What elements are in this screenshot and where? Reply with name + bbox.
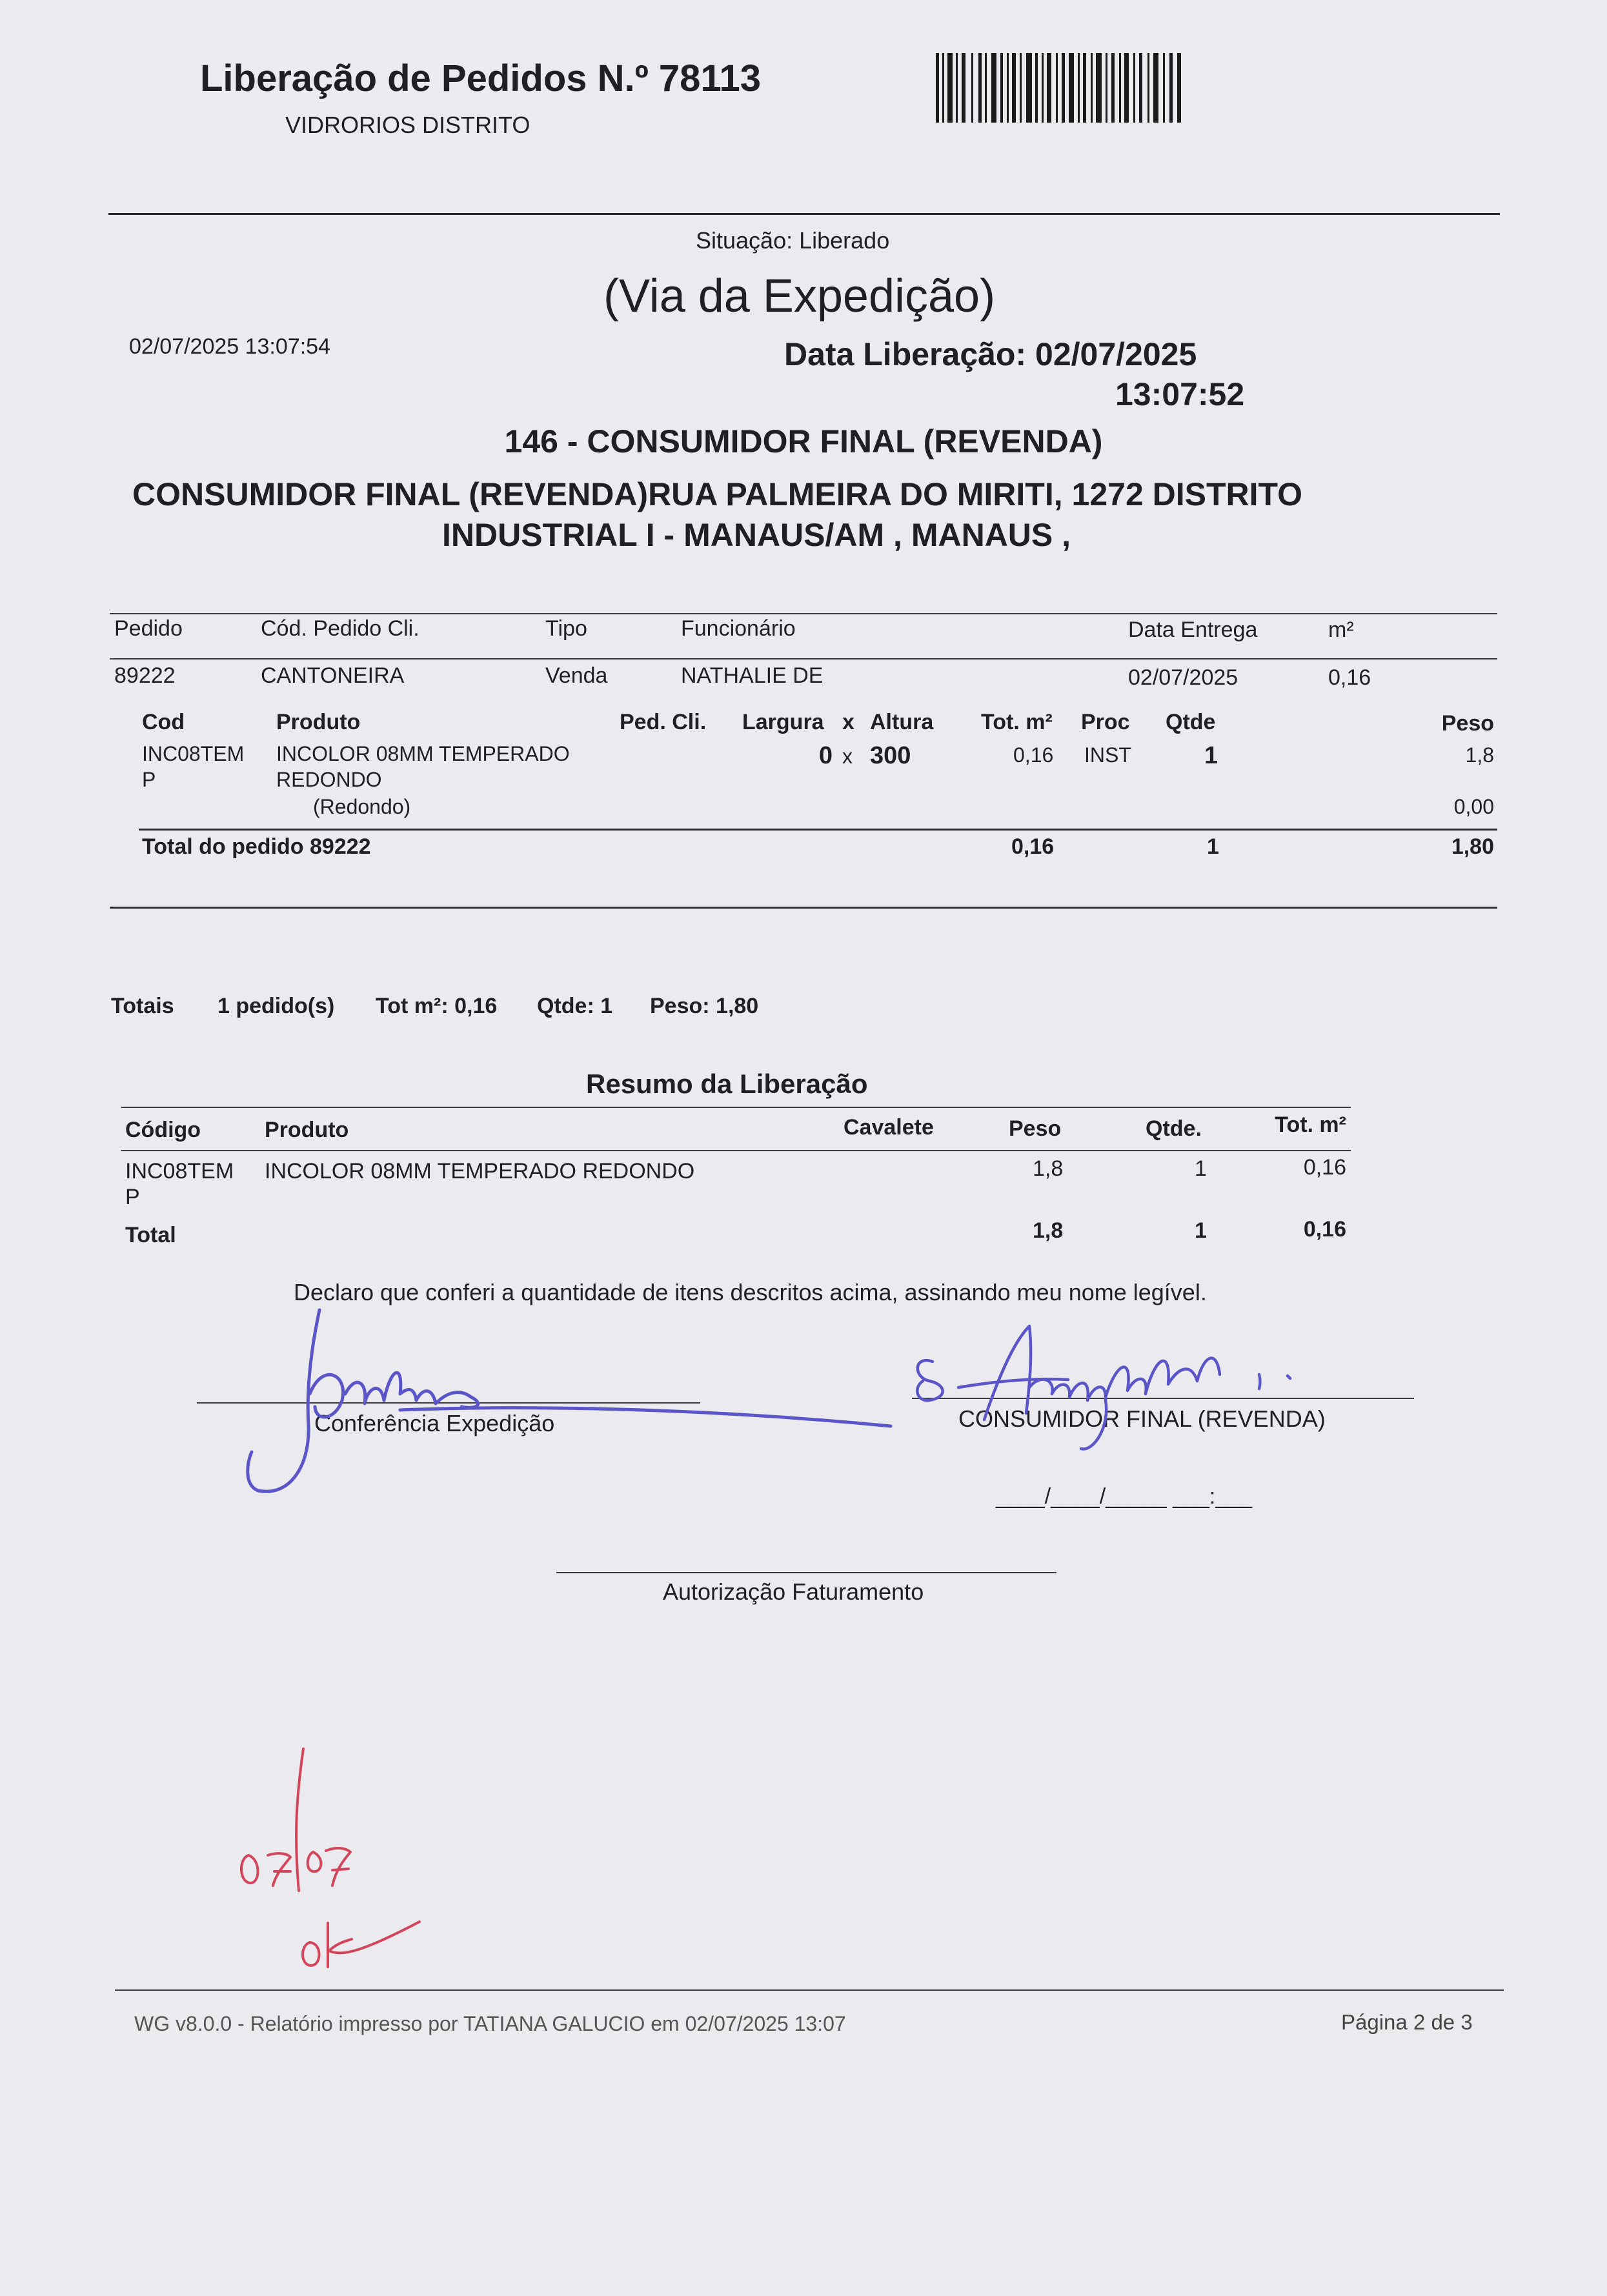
summary-col-qtde-header: Qtde. xyxy=(1146,1116,1202,1141)
item-col-x-header: x xyxy=(842,710,854,734)
order-cod-pedido-cli: CANTONEIRA xyxy=(261,663,405,688)
consumidor-handwritten-signature xyxy=(900,1316,1352,1465)
declaration-text: Declaro que conferi a quantidade de itens descritos acima, assinando meu nome legível. xyxy=(294,1279,1207,1305)
col-tipo-header: Tipo xyxy=(545,616,587,641)
order-funcionario: NATHALIE DE xyxy=(681,663,824,688)
order-total-m2: 0,16 xyxy=(1011,834,1055,859)
order-table-top-rule xyxy=(110,613,1497,614)
summary-total-peso: 1,8 xyxy=(1033,1218,1064,1243)
handwritten-ok-note xyxy=(297,1904,426,1975)
col-pedido-header: Pedido xyxy=(114,616,183,641)
summary-total-tot-m2: 0,16 xyxy=(1303,1217,1346,1242)
totals-qtde: Qtde: 1 xyxy=(537,994,613,1018)
date-time-blank: ____/____/_____ ___:___ xyxy=(996,1484,1253,1509)
company-name: VIDRORIOS DISTRITO xyxy=(285,112,531,138)
summary-title: Resumo da Liberação xyxy=(586,1069,868,1099)
order-total-peso: 1,80 xyxy=(1451,834,1494,859)
order-total-label: Total do pedido 89222 xyxy=(142,834,371,859)
client-address-line2: INDUSTRIAL I - MANAUS/AM , MANAUS , xyxy=(442,517,1071,553)
item-col-peso-header: Peso xyxy=(1441,711,1494,736)
totals-pedidos: 1 pedido(s) xyxy=(217,994,335,1018)
item-qtde: 1 xyxy=(1204,742,1218,769)
client-name: 146 - CONSUMIDOR FINAL (REVENDA) xyxy=(504,423,1103,459)
col-cod-pedido-cli-header: Cód. Pedido Cli. xyxy=(261,616,419,641)
order-m2: 0,16 xyxy=(1328,665,1371,690)
client-address-line1: CONSUMIDOR FINAL (REVENDA)RUA PALMEIRA DO MIRITI, 1272 DISTRITO xyxy=(132,476,1303,512)
totals-label: Totais xyxy=(111,994,174,1018)
summary-produto: INCOLOR 08MM TEMPERADO REDONDO xyxy=(265,1159,695,1183)
summary-col-codigo-header: Código xyxy=(125,1118,201,1142)
item-cod-line2: P xyxy=(142,768,156,791)
footer-printed-by: WG v8.0.0 - Relatório impresso por TATIANA GALUCIO em 02/07/2025 13:07 xyxy=(134,2012,846,2035)
item-produto-line2: REDONDO xyxy=(276,768,382,791)
summary-qtde: 1 xyxy=(1195,1156,1207,1181)
release-date: Data Liberação: 02/07/2025 xyxy=(784,336,1197,372)
order-total-qtde: 1 xyxy=(1207,834,1219,859)
summary-total-qtde: 1 xyxy=(1195,1218,1207,1243)
order-table-header-rule xyxy=(110,658,1497,660)
release-time: 13:07:52 xyxy=(1115,376,1245,412)
printed-timestamp: 02/07/2025 13:07:54 xyxy=(129,334,330,359)
summary-total-label: Total xyxy=(125,1223,176,1247)
item-peso: 1,8 xyxy=(1465,743,1494,767)
item-peso-extra: 0,00 xyxy=(1453,795,1494,818)
item-col-produto-header: Produto xyxy=(276,710,361,734)
document-title: Liberação de Pedidos N.º 78113 xyxy=(200,57,762,99)
item-produto-line1: INCOLOR 08MM TEMPERADO xyxy=(276,742,570,765)
summary-header-rule xyxy=(121,1150,1351,1151)
summary-top-rule xyxy=(121,1107,1351,1108)
order-pedido: 89222 xyxy=(114,663,176,688)
item-col-altura-header: Altura xyxy=(870,710,934,734)
summary-col-peso-header: Peso xyxy=(1009,1116,1062,1141)
item-col-cod-header: Cod xyxy=(142,710,185,734)
item-tot-m2: 0,16 xyxy=(1013,743,1054,767)
summary-col-tot-m2-header: Tot. m² xyxy=(1275,1113,1346,1137)
autorizacao-label: Autorização Faturamento xyxy=(663,1578,924,1605)
summary-tot-m2: 0,16 xyxy=(1303,1155,1346,1180)
footer-page: Página 2 de 3 xyxy=(1341,2010,1473,2034)
item-col-ped-cli-header: Ped. Cli. xyxy=(620,710,707,734)
divider xyxy=(108,213,1500,215)
item-altura: 300 xyxy=(870,742,911,769)
item-x: x xyxy=(842,745,853,768)
divider xyxy=(110,907,1497,909)
conferencia-handwritten-signature xyxy=(239,1297,897,1504)
consumidor-label: CONSUMIDOR FINAL (REVENDA) xyxy=(958,1405,1326,1432)
summary-peso: 1,8 xyxy=(1033,1156,1064,1181)
status-text: Situação: Liberado xyxy=(696,227,890,254)
item-col-largura-header: Largura xyxy=(742,710,824,734)
item-col-proc-header: Proc xyxy=(1081,710,1130,734)
totals-peso: Peso: 1,80 xyxy=(650,994,759,1018)
item-col-qtde-header: Qtde xyxy=(1166,710,1216,734)
summary-col-cavalete-header: Cavalete xyxy=(844,1115,934,1140)
summary-codigo-line1: INC08TEM xyxy=(125,1159,234,1183)
order-data-entrega: 02/07/2025 xyxy=(1128,665,1238,690)
order-tipo: Venda xyxy=(545,663,608,688)
item-proc: INST xyxy=(1084,743,1131,767)
col-m2-header: m² xyxy=(1328,618,1354,642)
summary-col-produto-header: Produto xyxy=(265,1118,349,1142)
autorizacao-signature-line xyxy=(556,1572,1056,1573)
barcode xyxy=(936,53,1182,123)
item-largura: 0 xyxy=(818,742,833,769)
via-label: (Via da Expedição) xyxy=(603,270,996,322)
col-data-entrega-header: Data Entrega xyxy=(1128,618,1258,642)
item-col-tot-m2-header: Tot. m² xyxy=(981,710,1053,734)
conferencia-label: Conferência Expedição xyxy=(314,1410,555,1436)
totals-tot-m2: Tot m²: 0,16 xyxy=(376,994,498,1018)
item-produto-line3: (Redondo) xyxy=(313,795,411,818)
item-total-rule xyxy=(139,829,1497,831)
item-cod-line1: INC08TEM xyxy=(142,742,245,765)
footer-rule xyxy=(115,1989,1504,1991)
col-funcionario-header: Funcionário xyxy=(681,616,796,641)
summary-codigo-line2: P xyxy=(125,1185,140,1209)
